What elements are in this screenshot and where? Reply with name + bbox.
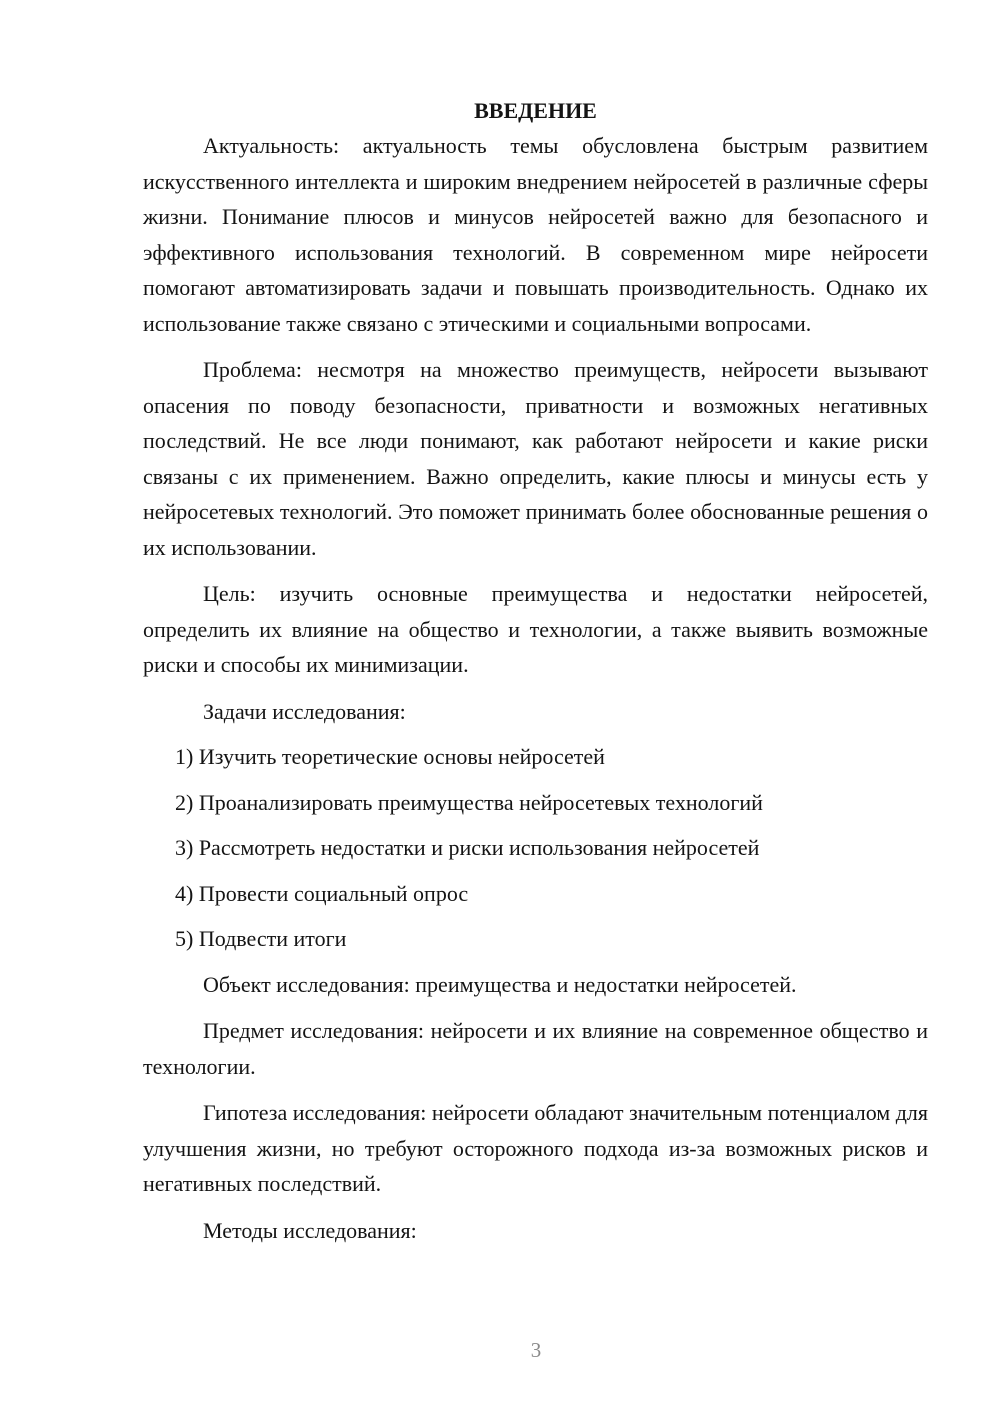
page-content xyxy=(143,95,928,1259)
task-item: 4) Провести социальный опрос xyxy=(175,880,469,906)
page-number: 3 xyxy=(530,1338,542,1362)
task-item: 5) Подвести итоги xyxy=(175,926,347,951)
tasks-title: Задачи исследования: xyxy=(203,698,406,724)
task-item: 2) Проанализировать преимущества нейросетевых технологий xyxy=(175,789,763,815)
object-paragraph: Объект исследования: преимущества и недостатки нейросетей. xyxy=(203,971,797,997)
section-heading: ВВЕДЕНИЕ xyxy=(474,98,597,123)
relevance-paragraph: Актуальность: актуальность темы обусловлена быстрым развитием искусственного интеллекта и широким внедрением нейросетей в различные сферы жизни. Понимание плюсов и минусов нейросетей важно для безопасного и эффективного использования технологий. В современном мире нейросети помогают автоматизировать задачи и повышать производительность. Однако их использование также связано с этическими и социальными вопросами. xyxy=(143,133,928,336)
hypothesis-paragraph: Гипотеза исследования: нейросети обладают значительным потенциалом для улучшения жизни, но требуют осторожного подхода из-за возможных рисков и негативных последствий. xyxy=(143,1100,928,1196)
tasks-list xyxy=(143,739,928,957)
methods-title: Методы исследования: xyxy=(203,1217,417,1243)
problem-paragraph: Проблема: несмотря на множество преимуществ, нейросети вызывают опасения по поводу безопасности, приватности и возможных негативных последствий. Не все люди понимают, как работают нейросети и какие риски связаны с их применением. Важно определить, какие плюсы и минусы есть у нейросетевых технологий. Это поможет принимать более обоснованные решения о их использовании. xyxy=(143,357,928,560)
goal-paragraph: Цель: изучить основные преимущества и недостатки нейросетей, определить их влияние на общество и технологии, а также выявить возможные риски и способы их минимизации. xyxy=(143,581,928,677)
task-item: 1) Изучить теоретические основы нейросетей xyxy=(175,744,605,769)
subject-paragraph: Предмет исследования: нейросети и их влияние на современное общество и технологии. xyxy=(143,1018,928,1079)
task-item: 3) Рассмотреть недостатки и риски использования нейросетей xyxy=(175,835,760,860)
